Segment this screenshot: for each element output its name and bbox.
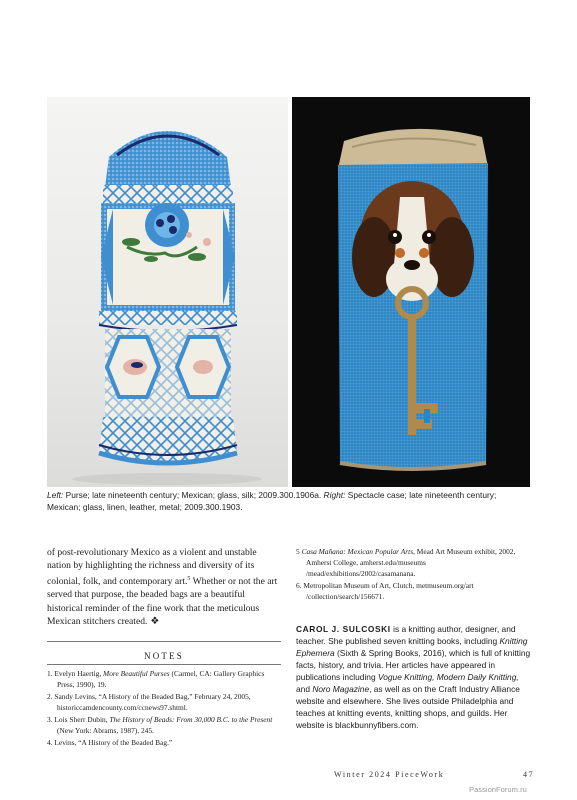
bio-text: , as well as on the Craft Industry Alliance website and elsewhere. She lives outside Philadelphia and teaches at knitting events, knitting shops, and guilds. Her website is blackbunnyfibers.com. [296, 684, 520, 730]
bio-magazine-title: Noro Magazine [312, 684, 370, 694]
note-item [47, 691, 281, 713]
author-name: CAROL J. SULCOSKI [296, 624, 391, 634]
note-text: (New York: Abrams, 1987), 245. [57, 726, 154, 735]
caption-right-label: Right: [323, 490, 346, 500]
note-number: 6. [296, 581, 302, 590]
note-number: 3. [47, 715, 53, 724]
article-body [47, 546, 281, 629]
note-text: Evelyn Haertig, [54, 669, 104, 678]
footnote-ref: 5 [187, 575, 191, 582]
note-number: 1. [47, 669, 53, 678]
bio-book-title: Knitting Ephemera [296, 636, 528, 658]
body-text-end: Whether or not the art served that purpose, the beaded bags are a beautiful historical reminder of the fine work that the meticulous Mexican stitchers created. [47, 576, 278, 628]
bio-magazine-title: Vogue Knitting, Modern Daily Knitting, [377, 672, 519, 682]
watermark: PassionForum.ru [469, 785, 527, 794]
note-number: 2. [47, 692, 53, 701]
note-title-italic: The History of Beads: From 30,000 B.C. to the Present [109, 715, 273, 724]
caption-left-label: Left: [47, 490, 64, 500]
bio-text: is a knitting author, designer, and teacher. She published seven knitting books, including [296, 624, 516, 646]
notes-divider-bottom [47, 664, 281, 665]
note-item [296, 546, 532, 579]
note-item [296, 580, 532, 602]
notes-list-left [47, 668, 281, 749]
footer-issue: Winter 2024 PieceWork [334, 770, 445, 779]
note-item [47, 737, 281, 748]
author-bio [296, 623, 532, 731]
notes-title: NOTES [144, 651, 184, 661]
bio-text: and [296, 684, 313, 694]
photo-caption [47, 489, 531, 513]
note-text: Sandy Levins, “A History of the Beaded Bag,” February 24, 2005, historiccamdencounty.com/ccnews97.shtml. [54, 692, 251, 712]
spectacle-case-illustration [292, 97, 530, 487]
note-item [47, 714, 281, 736]
spectacle-case-photo [292, 97, 530, 487]
note-text: Lois Sherr Dubin, [54, 715, 110, 724]
note-text: , Mead Art Museum exhibit, 2002, Amherst College, amherst.edu/museums /mead/exhibitions/2002/casamanana. [306, 547, 516, 578]
note-text: (Carmel, CA: Gallery Graphics Press, 1990), 19. [57, 669, 265, 689]
note-text: Metropolitan Museum of Art, Clutch, metmuseum.org/art /collection/search/156671. [303, 581, 474, 601]
body-text-start: of post-revolutionary Mexico as a violent and unstable nation by highlighting the richness and diversity of its colonial, folk, and contemporary art. [47, 547, 257, 587]
purse-photo [47, 97, 288, 487]
note-number: 4. [47, 738, 53, 747]
note-title-italic: More Beautiful Purses [103, 669, 170, 678]
article-paragraph [47, 546, 281, 629]
end-mark-icon: ❖ [150, 616, 160, 628]
note-number: 5 [296, 547, 300, 556]
purse-illustration [47, 97, 288, 487]
note-item [47, 668, 281, 690]
caption-right-text: Spectacle case; late nineteenth century; Mexican; glass, linen, leather, metal; 2009.300.1903. [47, 490, 497, 512]
bio-text: (Sixth & Spring Books, 2016), which is full of knitting facts, history, and trivia. Her articles have appeared in publications including [296, 648, 531, 682]
caption-left-text: Purse; late nineteenth century; Mexican; glass, silk; 2009.300.1906a. [63, 490, 322, 500]
page-number: 47 [523, 770, 535, 779]
note-title-italic: Casa Mañana: Mexican Popular Arts [301, 547, 414, 556]
notes-list-right [296, 546, 532, 603]
notes-divider-top [47, 641, 281, 642]
note-text: Levins, “A History of the Beaded Bag.” [54, 738, 173, 747]
